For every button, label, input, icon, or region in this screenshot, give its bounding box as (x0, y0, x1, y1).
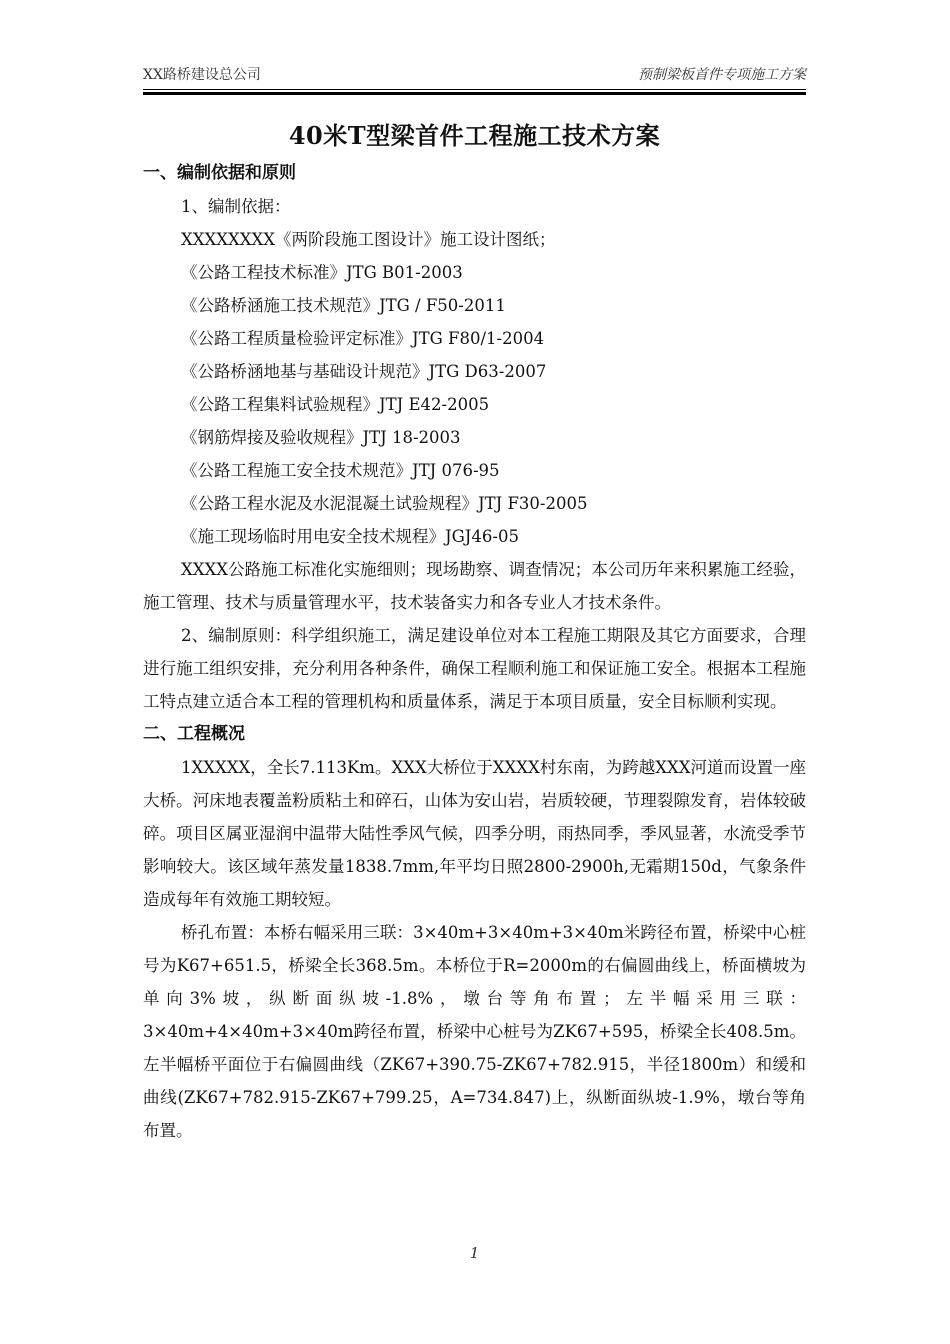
subheading-basis: 1、编制依据： (181, 197, 291, 216)
paragraph-overview: 1XXXXX，全长7.113Km。XXX大桥位于XXXX村东南，为跨越XXX河道而设置一座大桥。河床地表覆盖粉质粘土和碎石，山体为安山岩，岩质较硬，节理裂隙发育，岩体较破碎。项目区属亚湿润中温带大陆性季风气候，四季分明，雨热同季，季风显著，水流受季节影响较大。该区域年蒸发量1838.7mm,年平均日照2800-2900h,无霜期150d，气象条件造成每年有效施工期较短。 (143, 758, 806, 909)
page-number: 1 (469, 1244, 480, 1262)
reference-item: 《公路工程质量检验评定标准》JTG F80/1-2004 (181, 329, 545, 348)
header-rule-thin (143, 89, 806, 90)
reference-item: 《公路工程技术标准》JTG B01-2003 (181, 263, 463, 282)
header-company: XX路桥建设总公司 (143, 67, 261, 83)
document-body (143, 157, 806, 1147)
paragraph-span-layout: 桥孔布置：本桥右幅采用三联：3×40m+3×40m+3×40m米跨径布置，桥梁中心桩号为K67+651.5，桥梁全长368.5m。本桥位于R=2000m的右偏圆曲线上，桥面横坡为单向3%坡，纵断面纵坡-1.8%，墩台等角布置；左半幅采用三联：3×40m+4×40m+3×40m跨径布置，桥梁中心桩号为ZK67+595，桥梁全长408.5m。左半幅桥平面位于右偏圆曲线（ZK67+390.75-ZK67+782.915，半径1800m）和缓和曲线(ZK67+782.915-ZK67+799.25，A=734.847)上，纵断面纵坡-1.9%，墩台等角布置。 (143, 923, 806, 1140)
reference-item: 《钢筋焊接及验收规程》JTJ 18-2003 (181, 428, 461, 447)
header-rule-thick (143, 92, 806, 95)
paragraph-basis-notes: XXXX公路施工标准化实施细则；现场勘察、调查情况；本公司历年来积累施工经验，施工管理、技术与质量管理水平，技术装备实力和各专业人才技术条件。 (143, 560, 806, 612)
reference-item: 《公路工程集料试验规程》JTJ E42-2005 (181, 395, 490, 414)
reference-item: 《施工现场临时用电安全技术规程》JGJ46-05 (181, 527, 519, 546)
reference-item: 《公路工程施工安全技术规范》JTJ 076-95 (181, 461, 500, 480)
reference-item: 《公路桥涵施工技术规范》JTG / F50-2011 (181, 296, 506, 315)
reference-item: XXXXXXXX《两阶段施工图设计》施工设计图纸； (181, 230, 556, 249)
page-title: 40米T型梁首件工程施工技术方案 (288, 121, 661, 150)
section-1-heading: 一、编制依据和原则 (143, 163, 296, 183)
reference-item: 《公路工程水泥及水泥混凝土试验规程》JTJ F30-2005 (181, 494, 588, 513)
section-2-heading: 二、工程概况 (143, 724, 245, 744)
paragraph-principles: 2、编制原则：科学组织施工，满足建设单位对本工程施工期限及其它方面要求，合理进行施工组织安排，充分利用各种条件，确保工程顺利施工和保证施工安全。根据本工程施工特点建立适合本工程的管理机构和质量体系，满足于本项目质量，安全目标顺利实现。 (143, 626, 806, 711)
reference-item: 《公路桥涵地基与基础设计规范》JTG D63-2007 (181, 362, 547, 381)
header-doc-title: 预制梁板首件专项施工方案 (638, 67, 806, 83)
